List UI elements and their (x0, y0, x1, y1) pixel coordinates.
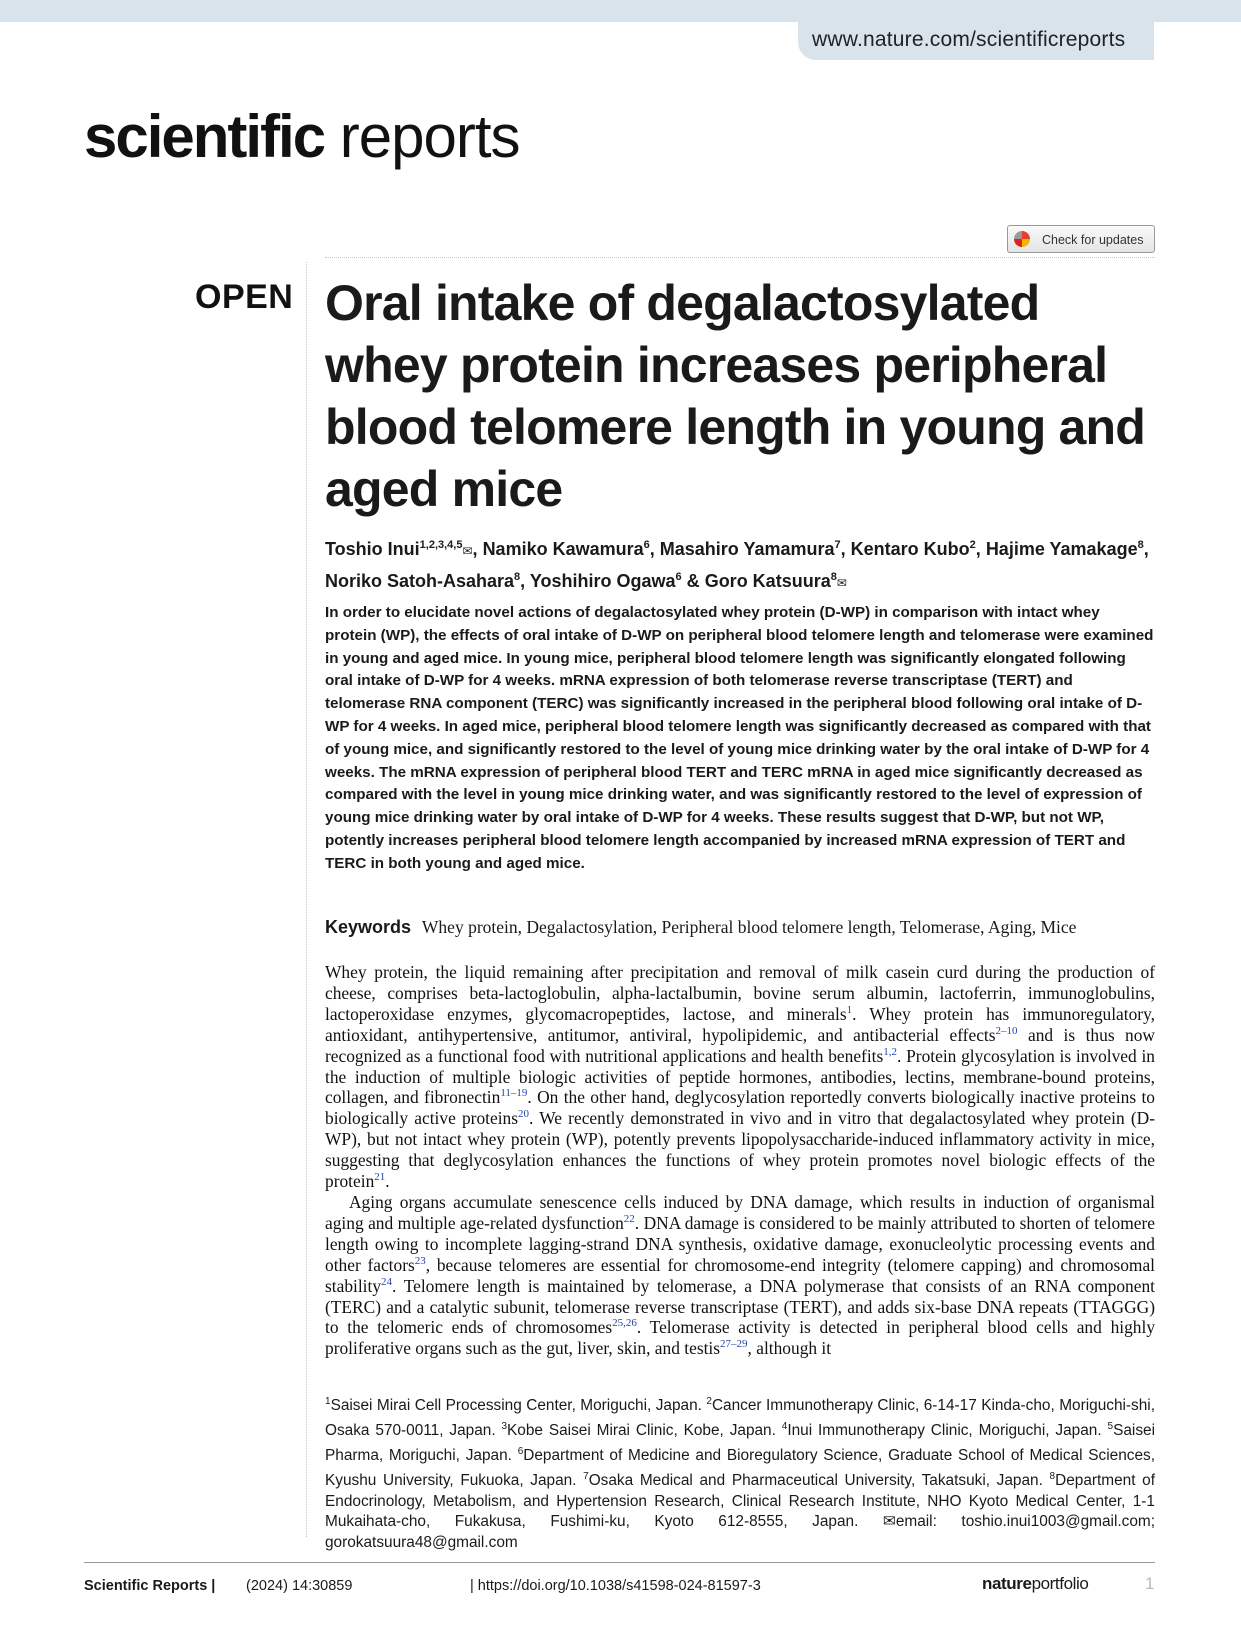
affiliation-text: Saisei Pharma, Moriguchi, Japan. (325, 1422, 1155, 1464)
affiliation-number: 6 (517, 1445, 524, 1457)
journal-logo-bold: scientific (84, 103, 325, 170)
publisher-logo-regular: portfolio (1031, 1574, 1089, 1593)
reference-link[interactable]: 27–29 (720, 1338, 748, 1351)
footer-journal: Scientific Reports | (84, 1578, 216, 1594)
margin-divider (306, 262, 307, 1537)
author-name: Toshio Inui (325, 539, 420, 559)
affiliation-number: 5 (1107, 1420, 1114, 1432)
footer-volume: (2024) 14:30859 (246, 1578, 353, 1594)
affiliation-number: 8 (1049, 1470, 1056, 1482)
publisher-logo (982, 1574, 1088, 1594)
journal-logo-regular: reports (339, 103, 520, 170)
author-affiliation-mark: 1,2,3,4,5 (419, 539, 463, 551)
crossmark-icon (1014, 231, 1030, 247)
email-icon: ✉ (882, 1513, 896, 1531)
keywords (325, 914, 1155, 940)
author-name: Yoshihiro Ogawa (529, 571, 676, 591)
affiliation-number: 1 (325, 1396, 331, 1407)
reference-link[interactable]: 1,2 (883, 1045, 898, 1058)
author-affiliation-mark: 7 (834, 539, 841, 551)
author-name: Goro Katsuura (704, 571, 831, 591)
affiliation-text: Department of Medicine and Bioregulatory Science, Graduate School of Medical Sciences, Kyushu University, Fukuoka, Japan. (325, 1446, 1155, 1489)
email-icon[interactable]: ✉ (836, 576, 847, 590)
open-access-label: OPEN (195, 278, 294, 316)
check-for-updates-button[interactable] (1007, 225, 1155, 253)
author-affiliation-mark: 8 (830, 571, 837, 583)
author-name: Hajime Yamakage (985, 539, 1138, 559)
affiliation-text: Department of Endocrinology, Metabolism, and Hypertension Research, Clinical Research Institute, NHO Kyoto Medical Center, 1-1 Mukaihata-cho, Fukakusa, Fushimi-ku, Kyoto 612-8555, Japan. (325, 1471, 1155, 1531)
reference-link[interactable]: 21 (374, 1171, 386, 1184)
reference-link[interactable]: 22 (623, 1213, 635, 1226)
affiliation-number: 7 (583, 1470, 589, 1482)
author-affiliation-mark: 2 (969, 539, 976, 551)
journal-logo[interactable] (84, 102, 520, 172)
reference-link[interactable]: 23 (414, 1254, 426, 1267)
author-name: Masahiro Yamamura (659, 539, 835, 559)
reference-link[interactable]: 24 (381, 1275, 393, 1288)
body-text (325, 962, 1155, 1359)
reference-link[interactable]: 20 (518, 1108, 530, 1121)
reference-link[interactable]: 2–10 (995, 1024, 1018, 1037)
publisher-logo-bold: nature (982, 1574, 1032, 1593)
author-affiliation-mark: 8 (514, 571, 521, 583)
abstract: In order to elucidate novel actions of degalactosylated whey protein (D-WP) in comparison with intact whey protein (WP), the effects of oral intake of D-WP on peripheral blood telomere length and telomerase were examined in young and aged mice. In young mice, peripheral blood telomere length was significantly elongated following oral intake of D-WP for 4 weeks. mRNA expression of both telomerase reverse transcriptase (TERT) and telomerase RNA component (TERC) was significantly increased in the peripheral blood following oral intake of D-WP for 4 weeks. In aged mice, peripheral blood telomere length was significantly decreased as compared with that of young mice, and significantly restored to the level of young mice drinking water by the oral intake of D-WP for 4 weeks. The mRNA expression of peripheral blood TERT and TERC mRNA in aged mice significantly decreased as compared with the level in young mice drinking water, and was significantly restored to the level of expression of young mice drinking water by oral intake of D-WP for 4 weeks. These results suggest that D-WP, but not WP, potently increases peripheral blood telomere length accompanied by increased mRNA expression of TERT and TERC in both young and aged mice. (325, 604, 1154, 872)
affiliation-number: 4 (781, 1420, 788, 1432)
reference-link[interactable]: 11–19 (500, 1087, 528, 1100)
top-band (0, 0, 1241, 22)
affiliation-number: 2 (706, 1396, 712, 1407)
body-paragraph: Whey protein, the liquid remaining after precipitation and removal of milk casein curd during the production of cheese, comprises beta-lactoglobulin, alpha-lactalbumin, bovine serum albumin, lactoferrin, immunoglobulins, lactoperoxidase enzymes, glycomacropeptides, lactose, and minerals$^1$. Whey protein has immunoregulatory, antioxidant, antihypertensive, antitumor, antiviral, hypolipidemic, and antibacterial effects$^{2-10}$ and is thus now recognized as a functional food with nutritional applications and health benefits$^{1,2}$. Protein glycosylation is involved in the induction of multiple biologic activities of peptide hormones, antibodies, lectins, membrane-bound proteins, collagen, and fibronectin$^{11-19}$. On the other hand, deglycosylation reportedly converts biologically inactive proteins to biologically active proteins$^{20}$. We recently demonstrated in vivo and in vitro that degalactosylated whey protein (D-WP), but not intact whey protein (WP), potently prevents lipopolysaccharide-induced inflammatory activity in mice, suggesting that deglycosylation enhances the functions of whey protein promotes novel biologic effects of the protein$^{21}$. (325, 962, 1156, 1192)
title-divider (325, 257, 1155, 258)
reference-link[interactable]: 1 (846, 1004, 853, 1017)
article-title: Oral intake of degalactosylated whey protein increases peripheral blood telomere length in young and aged mice (325, 275, 1146, 517)
reference-link[interactable]: 25,26 (612, 1317, 637, 1330)
author-name: Kentaro Kubo (850, 539, 970, 559)
author-affiliation-mark: 6 (675, 571, 682, 583)
affiliation-text: Kobe Saisei Mirai Clinic, Kobe, Japan. (507, 1422, 782, 1440)
page-number: 1 (1145, 1574, 1155, 1593)
journal-url[interactable]: www.nature.com/scientificreports (798, 20, 1154, 60)
affiliation-text: Osaka Medical and Pharmaceutical University, Takatsuki, Japan. (588, 1471, 1050, 1489)
footer-divider (84, 1562, 1155, 1563)
author-name: Noriko Satoh-Asahara (325, 571, 515, 591)
affiliation-number: 3 (501, 1420, 508, 1432)
author-affiliation-mark: 8 (1137, 539, 1144, 551)
email-icon[interactable]: ✉ (462, 544, 473, 558)
keywords-list: Whey protein, Degalactosylation, Peripheral blood telomere length, Telomerase, Aging, Mice (421, 917, 1077, 937)
keywords-label: Keywords (325, 917, 412, 937)
affiliation-text: Saisei Mirai Cell Processing Center, Moriguchi, Japan. (330, 1397, 707, 1415)
author-affiliation-mark: 6 (643, 539, 650, 551)
affiliation-text: Inui Immunotherapy Clinic, Moriguchi, Japan. (787, 1422, 1108, 1440)
body-paragraph: Aging organs accumulate senescence cells induced by DNA damage, which results in induction of organismal aging and multiple age-related dysfunction$^{22}$. DNA damage is considered to be mainly attributed to shorten of telomere length owing to incomplete lagging-strand DNA synthesis, oxidative damage, exonucleolytic processing events and other factors$^{23}$, because telomeres are essential for chromosome-end integrity (telomere capping) and chromosomal stability$^{24}$. Telomere length is maintained by telomerase, a DNA polymerase that consists of an RNA component (TERC) and a catalytic subunit, telomerase reverse transcriptase (TERT), and adds six-base DNA repeats (TTAGGG) to the telomeric ends of chromosomes$^{25,26}$. Telomerase activity is detected in peripheral blood cells and highly proliferative organs such as the gut, liver, skin, and testis$^{27-29}$, although it (325, 1191, 1156, 1359)
author-list: Toshio Inui$^{1,2,3,4,5}$✉, Namiko Kawamura$^6$, Masahiro Yamamura$^7$, Kentaro Kubo$^2$, Hajime Yamakage$^8$, Noriko Satoh-Asahara$^8$, Yoshihiro Ogawa$^6$ & Goro Katsuura$^8$✉ (325, 539, 1149, 591)
corresponding-email[interactable]: email: toshio.inui1003@gmail.com; gorokatsuura48@gmail.com (325, 1513, 1155, 1552)
affiliations (325, 1392, 1155, 1554)
check-for-updates-label: Check for updates (1042, 233, 1144, 247)
affiliation-text: Cancer Immunotherapy Clinic, 6-14-17 Kinda-cho, Moriguchi-shi, Osaka 570-0011, Japan. (325, 1397, 1155, 1440)
footer-doi[interactable]: | https://doi.org/10.1038/s41598-024-81597-3 (470, 1578, 761, 1594)
author-name: Namiko Kawamura (482, 539, 644, 559)
